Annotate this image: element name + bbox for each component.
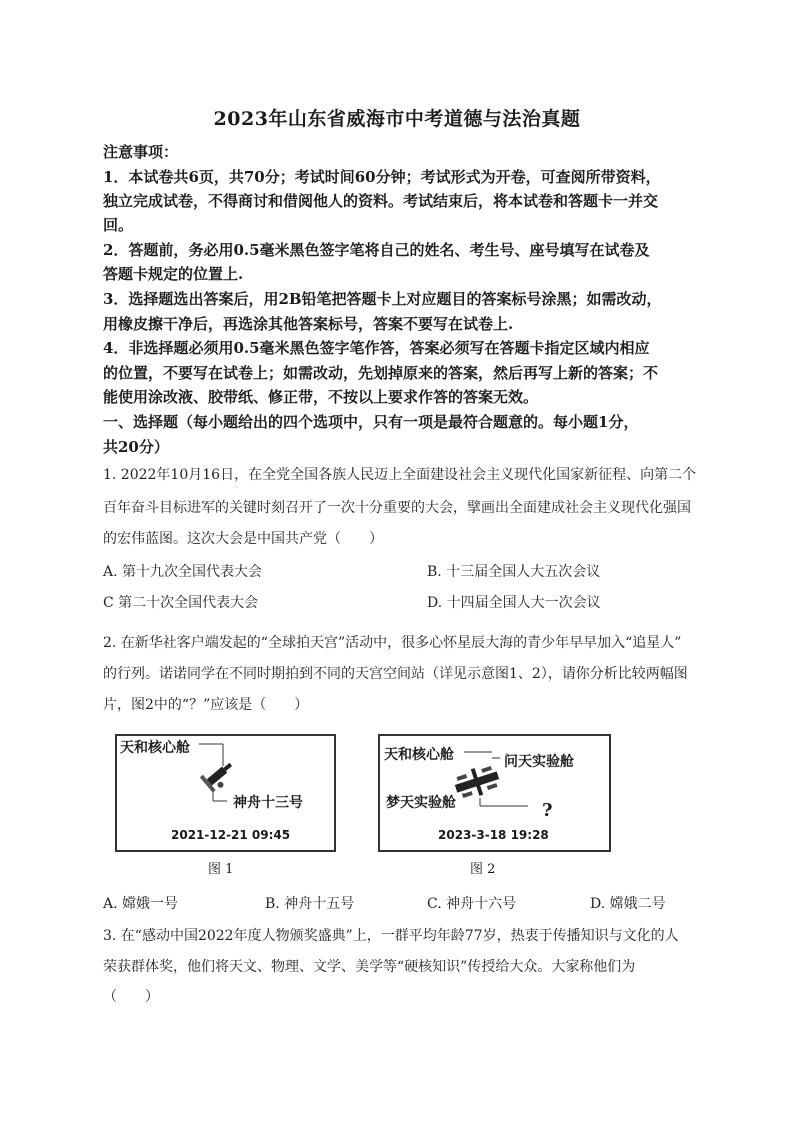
notice-line: 回。 <box>103 216 134 234</box>
notice-heading: 注意事项： <box>103 143 179 161</box>
question-1-text: 的宏伟蓝图。这次大会是中国共产党（ ） <box>103 531 383 547</box>
notice-line: 4．非选择题必须用0.5毫米黑色签字笔作答，答案必须写在答题卡指定区域内相应 <box>103 339 650 357</box>
q2-option-b: B. 神舟十五号 <box>265 896 355 912</box>
fig1-label-core: 天和核心舱 <box>120 740 190 756</box>
space-station-icon <box>200 757 239 794</box>
notice-line: 答题卡规定的位置上. <box>103 265 244 283</box>
notice-line: 用橡皮擦干净后，再选涂其他答案标号，答案不要写在试卷上. <box>103 315 514 333</box>
question-3-text: （ ） <box>103 989 159 1005</box>
question-2-text: 2. 在新华社客户端发起的“全球拍天宫”活动中，很多心怀星辰大海的青少年早早加入“追星人” <box>103 635 682 651</box>
q1-option-c: C 第二十次全国代表大会 <box>103 595 259 611</box>
space-station-icon <box>452 762 502 802</box>
question-2-text: 的行列。诺诺同学在不同时期拍到不同的天宫空间站（详见示意图1、2），请你分析比较两幅图 <box>103 666 688 682</box>
section-heading: 共20分） <box>103 438 169 456</box>
notice-line: 能使用涂改液、胶带纸、修正带，不按以上要求作答的答案无效。 <box>103 388 539 406</box>
figure-1-caption: 图 1 <box>208 862 234 877</box>
q1-option-b: B. 十三届全国人大五次会议 <box>427 564 601 580</box>
fig2-label-mengtian: 梦天实验舱 <box>386 795 456 811</box>
fig2-label-wentian: 问天实验舱 <box>504 754 574 770</box>
q2-option-d: D. 嫦娥二号 <box>590 896 666 912</box>
question-1-text: 1. 2022年10月16日，在全党全国各族人民迈上全面建设社会主义现代化国家新征程、向第二个 <box>103 467 697 483</box>
notice-line: 3．选择题选出答案后，用2B铅笔把答题卡上对应题目的答案标号涂黑；如需改动， <box>103 290 662 308</box>
figure-2-caption: 图 2 <box>470 862 496 877</box>
fig2-date: 2023-3-18 19:28 <box>438 828 549 842</box>
question-3-text: 荣获群体奖，他们将天文、物理、文学、美学等“硬核知识”传授给大众。大家称他们为 <box>103 959 636 975</box>
fig1-date: 2021-12-21 09:45 <box>171 828 291 842</box>
notice-line: 1．本试卷共6页，共70分；考试时间60分钟；考试形式为开卷，可查阅所带资料， <box>103 168 661 186</box>
section-heading: 一、选择题（每小题给出的四个选项中，只有一项是最符合题意的。每小题1分， <box>103 413 639 431</box>
figure-1-box <box>115 734 336 852</box>
page-title: 2023年山东省威海市中考道德与法治真题 <box>213 108 581 130</box>
q1-option-a: A. 第十九次全国代表大会 <box>103 564 263 580</box>
q1-option-d: D. 十四届全国人大一次会议 <box>427 595 601 611</box>
question-3-text: 3. 在“感动中国2022年度人物颁奖盛典”上，一群平均年龄77岁，热衷于传播知识与文化的人 <box>103 928 679 944</box>
notice-line: 独立完成试卷，不得商讨和借阅他人的资料。考试结束后，将本试卷和答题卡一并交 <box>103 192 659 210</box>
question-2-text: 片，图2中的“？”应该是（ ） <box>103 697 309 713</box>
question-1-text: 百年奋斗目标进军的关键时刻召开了一次十分重要的大会，擘画出全面建成社会主义现代化强国 <box>103 500 691 516</box>
q2-option-c: C. 神舟十六号 <box>427 896 517 912</box>
fig2-label-core: 天和核心舱 <box>384 747 454 763</box>
notice-line: 的位置，不要写在试卷上；如需改动，先划掉原来的答案，然后再写上新的答案；不 <box>103 364 659 382</box>
q2-option-a: A. 嫦娥一号 <box>103 896 179 912</box>
notice-line: 2．答题前，务必用0.5毫米黑色签字笔将自己的姓名、考生号、座号填写在试卷及 <box>103 241 650 259</box>
figure-2-box <box>378 734 611 852</box>
fig2-unknown-mark: ? <box>542 800 553 821</box>
fig1-label-ship: 神舟十三号 <box>233 795 303 811</box>
